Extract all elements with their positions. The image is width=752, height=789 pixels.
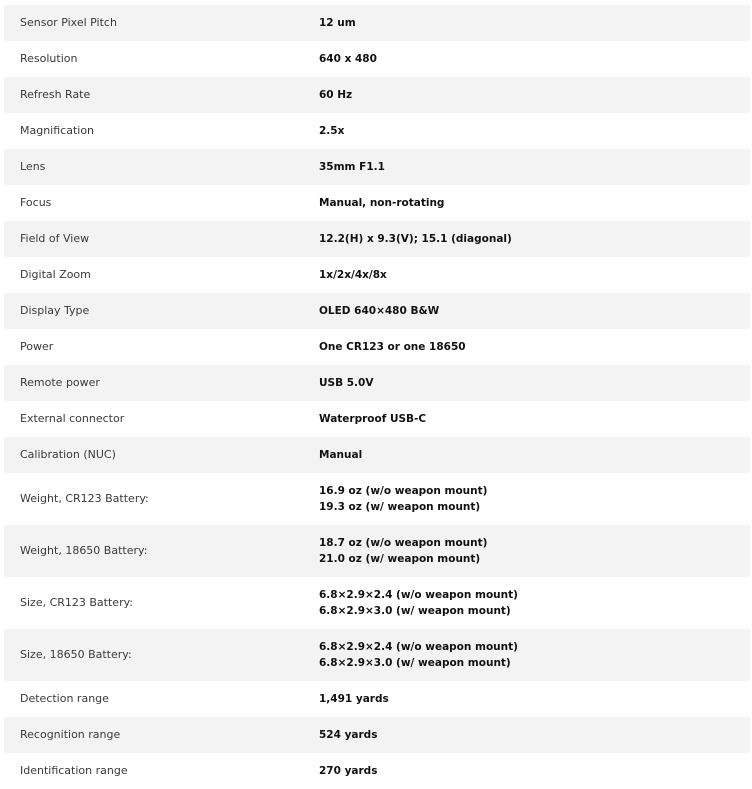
spec-value-line: 16.9 oz (w/o weapon mount): [319, 485, 488, 497]
spec-row: [4, 525, 750, 577]
spec-row: [4, 437, 750, 473]
spec-value: [319, 293, 750, 329]
spec-value-line: 270 yards: [319, 765, 378, 777]
spec-label: Focus: [4, 185, 319, 221]
spec-value: [319, 525, 750, 577]
spec-label: Remote power: [4, 365, 319, 401]
spec-value: [319, 753, 750, 789]
spec-row: [4, 41, 750, 77]
spec-row: [4, 401, 750, 437]
spec-value-line: One CR123 or one 18650: [319, 341, 466, 353]
spec-label: Resolution: [4, 41, 319, 77]
spec-label: Display Type: [4, 293, 319, 329]
spec-value: [319, 629, 750, 681]
spec-label: Digital Zoom: [4, 257, 319, 293]
spec-value-line: 6.8×2.9×3.0 (w/ weapon mount): [319, 605, 511, 617]
specifications-table: [4, 5, 750, 789]
spec-value-line: 35mm F1.1: [319, 161, 385, 173]
spec-value-line: 6.8×2.9×2.4 (w/o weapon mount): [319, 589, 518, 601]
spec-row: [4, 365, 750, 401]
spec-row: [4, 681, 750, 717]
spec-value-line: Manual: [319, 449, 363, 461]
spec-label: Refresh Rate: [4, 77, 319, 113]
spec-row: [4, 257, 750, 293]
spec-label: Field of View: [4, 221, 319, 257]
spec-value-line: 6.8×2.9×3.0 (w/ weapon mount): [319, 657, 511, 669]
spec-value-line: 2.5x: [319, 125, 345, 137]
spec-label: Power: [4, 329, 319, 365]
spec-label: Sensor Pixel Pitch: [4, 5, 319, 41]
spec-value: [319, 113, 750, 149]
spec-label: Size, 18650 Battery:: [4, 629, 319, 681]
spec-value: [319, 149, 750, 185]
spec-label: External connector: [4, 401, 319, 437]
spec-row: [4, 577, 750, 629]
spec-value: [319, 681, 750, 717]
spec-label: Weight, 18650 Battery:: [4, 525, 319, 577]
spec-label: Recognition range: [4, 717, 319, 753]
spec-row: [4, 293, 750, 329]
spec-value: [319, 329, 750, 365]
specifications-table-body: [4, 5, 750, 789]
spec-value: [319, 365, 750, 401]
spec-row: [4, 77, 750, 113]
spec-value-line: 1,491 yards: [319, 693, 389, 705]
spec-row: [4, 473, 750, 525]
spec-value: [319, 577, 750, 629]
spec-value: [319, 41, 750, 77]
spec-row: [4, 113, 750, 149]
spec-value-line: Waterproof USB-C: [319, 413, 427, 425]
spec-label: Identification range: [4, 753, 319, 789]
spec-value: [319, 401, 750, 437]
spec-value-line: 19.3 oz (w/ weapon mount): [319, 501, 481, 513]
spec-label: Size, CR123 Battery:: [4, 577, 319, 629]
spec-row: [4, 753, 750, 789]
spec-row: [4, 329, 750, 365]
spec-value-line: 524 yards: [319, 729, 378, 741]
spec-label: Weight, CR123 Battery:: [4, 473, 319, 525]
spec-value-line: 6.8×2.9×2.4 (w/o weapon mount): [319, 641, 518, 653]
spec-value: [319, 185, 750, 221]
spec-value-line: OLED 640×480 B&W: [319, 305, 440, 317]
spec-value-line: 12 um: [319, 17, 356, 29]
spec-value: [319, 437, 750, 473]
spec-value: [319, 221, 750, 257]
spec-row: [4, 221, 750, 257]
spec-value: [319, 717, 750, 753]
spec-value-line: 640 x 480: [319, 53, 377, 65]
spec-value-line: Manual, non-rotating: [319, 197, 445, 209]
spec-row: [4, 629, 750, 681]
spec-value: [319, 5, 750, 41]
spec-value-line: 18.7 oz (w/o weapon mount): [319, 537, 488, 549]
spec-label: Detection range: [4, 681, 319, 717]
spec-value-line: 60 Hz: [319, 89, 353, 101]
spec-value: [319, 473, 750, 525]
spec-label: Calibration (NUC): [4, 437, 319, 473]
spec-row: [4, 149, 750, 185]
spec-value: [319, 77, 750, 113]
spec-label: Lens: [4, 149, 319, 185]
spec-value-line: 12.2(H) x 9.3(V); 15.1 (diagonal): [319, 233, 512, 245]
spec-value: [319, 257, 750, 293]
spec-label: Magnification: [4, 113, 319, 149]
spec-row: [4, 5, 750, 41]
spec-value-line: 21.0 oz (w/ weapon mount): [319, 553, 481, 565]
spec-value-line: USB 5.0V: [319, 377, 374, 389]
spec-row: [4, 185, 750, 221]
spec-value-line: 1x/2x/4x/8x: [319, 269, 387, 281]
spec-row: [4, 717, 750, 753]
